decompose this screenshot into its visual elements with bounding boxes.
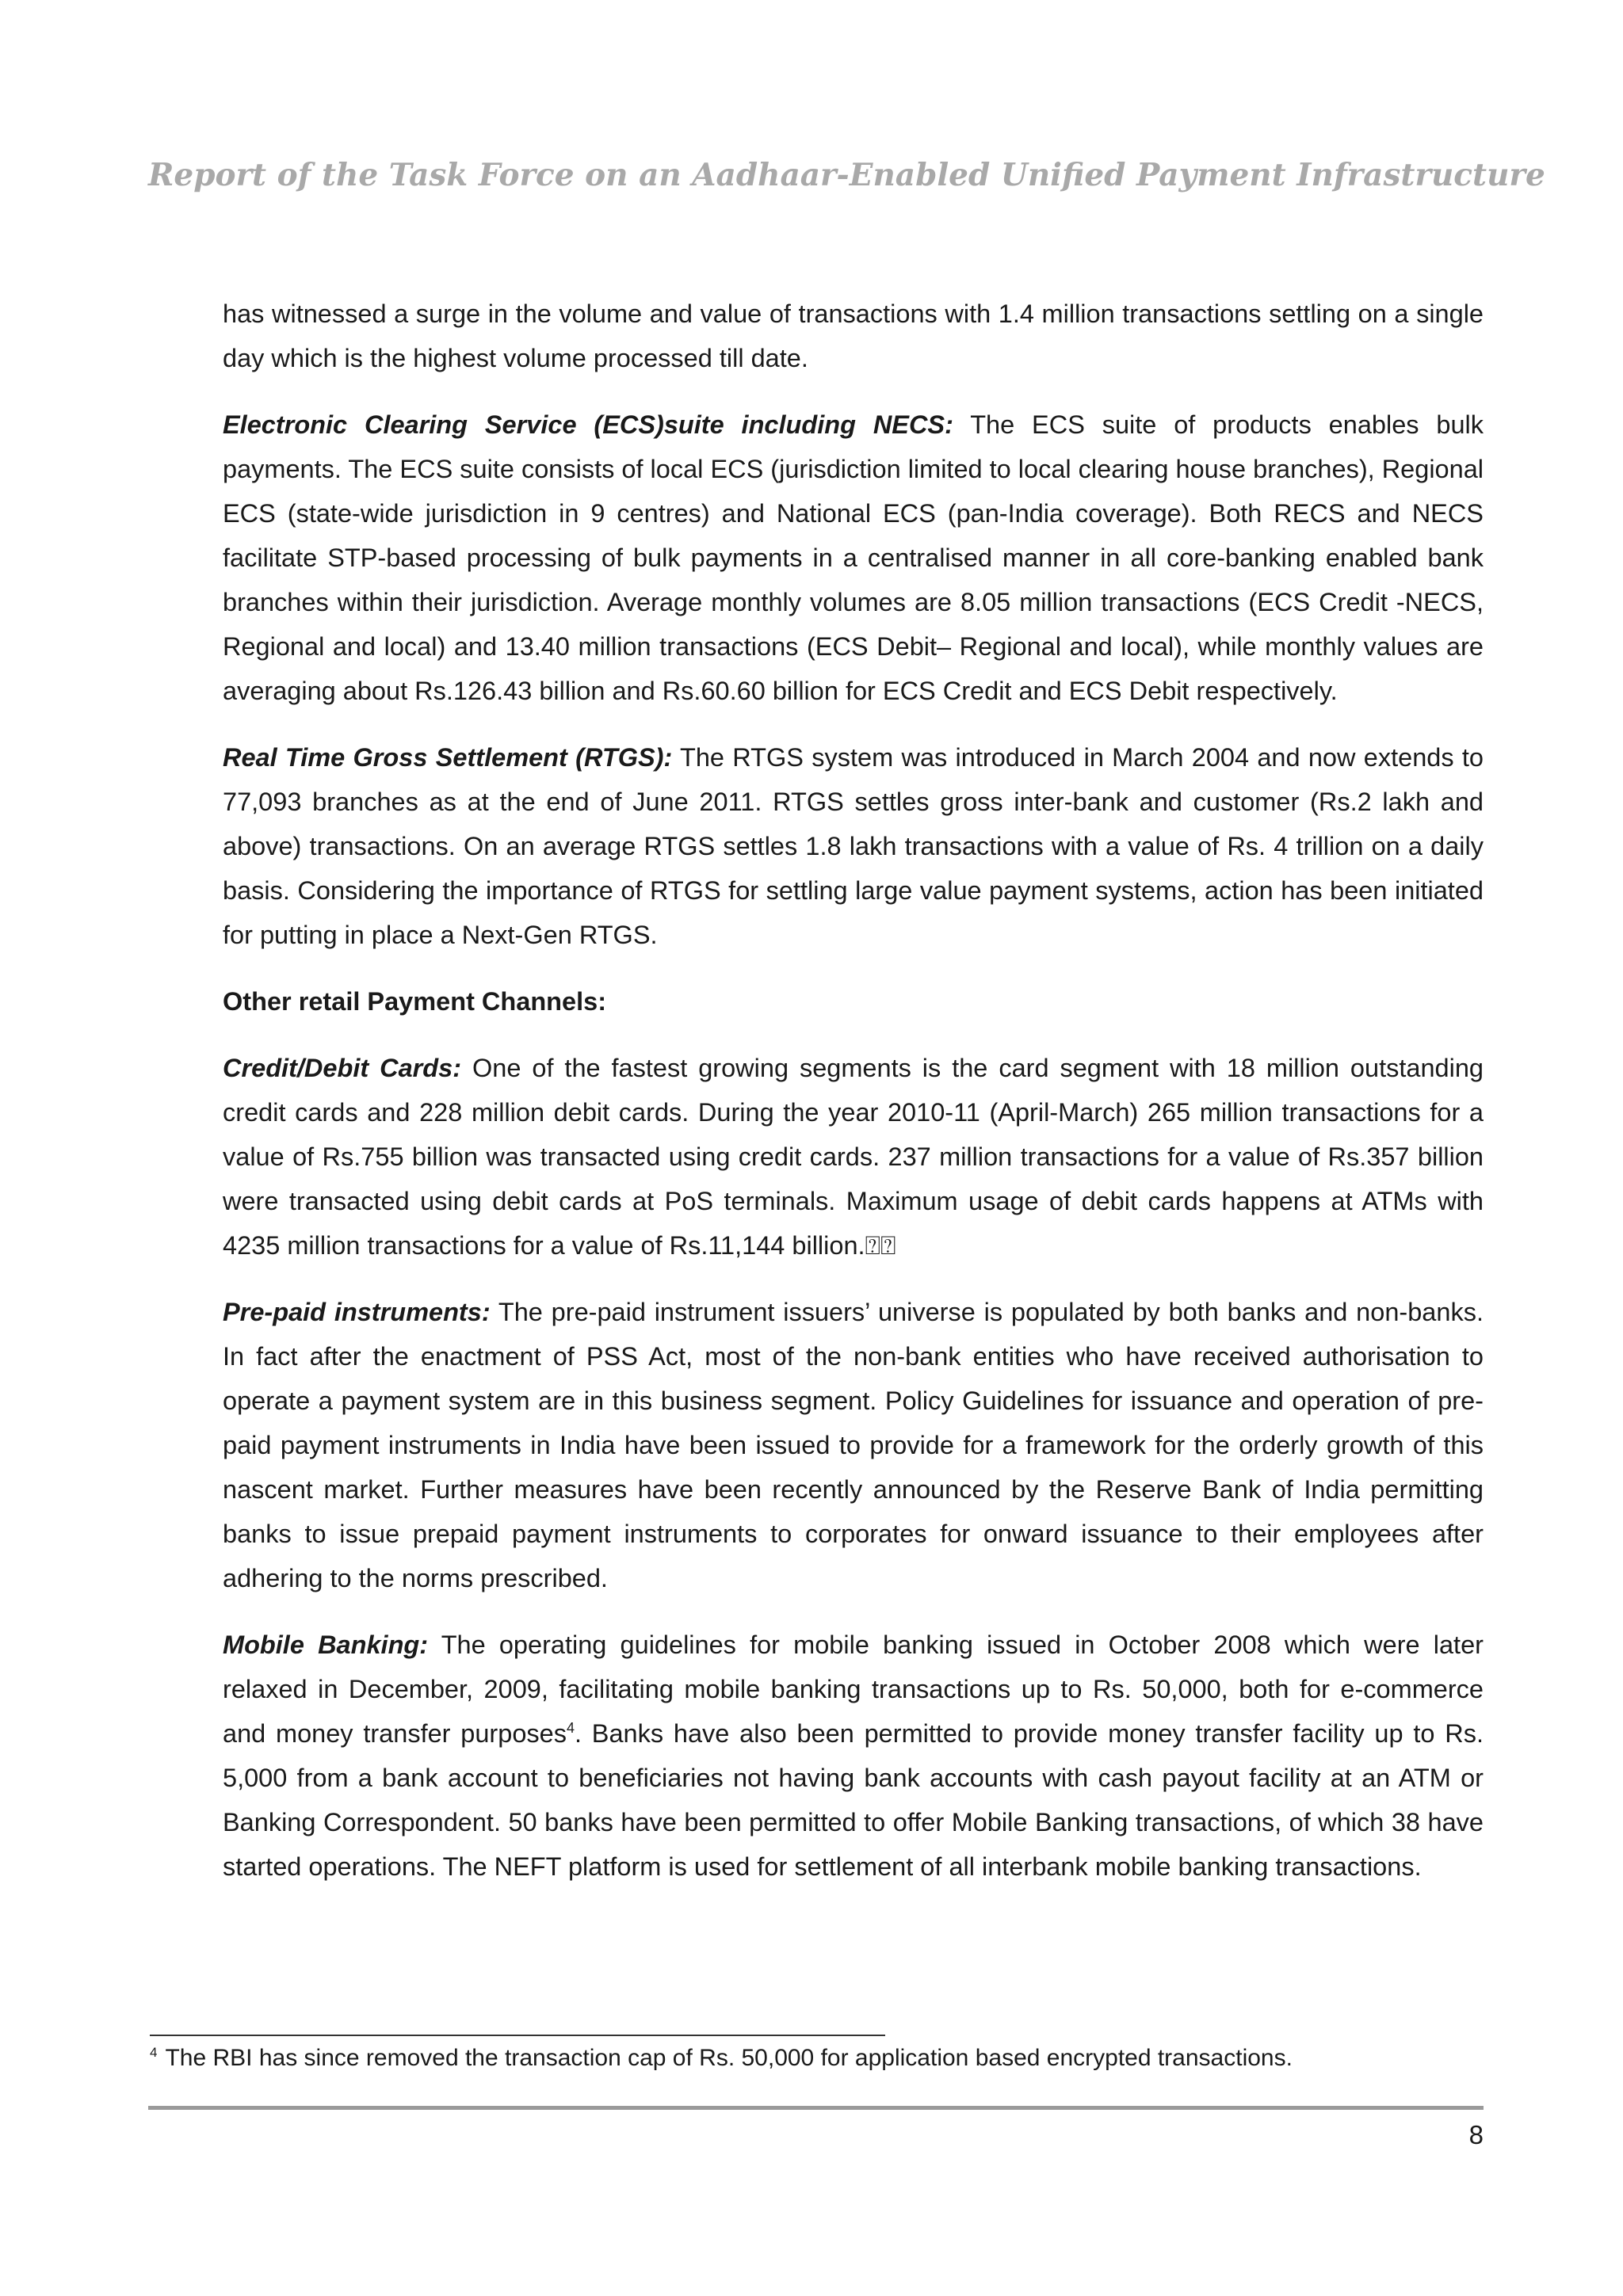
paragraph-cards (223, 1046, 1484, 1268)
footer-divider (148, 2106, 1484, 2110)
paragraph-lead-rtgs: Real Time Gross Settlement (RTGS): (223, 743, 673, 772)
paragraph-text: The RTGS system was introduced in March 2004 and now extends to 77,093 branches as at the end of June 2011. RTGS settles gross inter-bank and customer (Rs.2 lakh and above) transactions. On an average RTGS settles 1.8 lakh transactions with a value of Rs. 4 trillion on a daily basis. Considering the importance of RTGS for settling large value payment systems, action has been initiated for putting in place a Next-Gen RTGS. (223, 743, 1484, 949)
paragraph-text: The pre-paid instrument issuers’ universe is populated by both banks and non-banks. In fact after the enactment of PSS Act, most of the non-bank entities who have received authorisation to operate a payment system are in this business segment. Policy Guidelines for issuance and operation of pre-paid payment instruments in India have been issued to provide for a framework for the orderly growth of this nascent market. Further measures have been recently announced by the Reserve Bank of India permitting banks to issue prepaid payment instruments to corporates for onward issuance to their employees after adhering to the norms prescribed. (223, 1298, 1484, 1592)
page-number: 8 (1468, 2120, 1484, 2149)
paragraph-text: The ECS suite of products enables bulk payments. The ECS suite consists of local ECS (jurisdiction limited to local clearing house branches), Regional ECS (state-wide jurisdiction in 9 centres) and National ECS (pan-India coverage). Both RECS and NECS facilitate STP-based processing of bulk payments in a centralised manner in all core-banking enabled bank branches within their jurisdiction. Average monthly volumes are 8.05 million transactions (ECS Credit -NECS, Regional and local) and 13.40 million transactions (ECS Debit– Regional and local), while monthly values are averaging about Rs.126.43 billion and Rs.60.60 billion for ECS Credit and ECS Debit respectively. (223, 410, 1484, 705)
paragraph-text: has witnessed a surge in the volume and value of transactions with 1.4 million transactions settling on a single day which is the highest volume processed till date. (223, 299, 1484, 372)
paragraph-lead-ecs: Electronic Clearing Service (ECS)suite including NECS: (223, 410, 953, 439)
footnote-divider (150, 2035, 885, 2036)
document-body (223, 292, 1484, 1911)
paragraph-text: The operating guidelines for mobile banking issued in October 2008 which were later relaxed in December, 2009, facilitating mobile banking transactions up to Rs. 50,000, both for e-commerce and money transfer purposes (223, 1630, 1484, 1748)
running-header-title: Report of the Task Force on an Aadhaar-Enabled Unified Payment Infrastructure (148, 157, 1545, 193)
paragraph-rtgs (223, 735, 1484, 957)
section-heading: Other retail Payment Channels: (223, 987, 607, 1016)
paragraph-lead-mobile-banking: Mobile Banking: (223, 1630, 429, 1659)
footnote-number: 4 (150, 2045, 158, 2060)
paragraph-prepaid (223, 1290, 1484, 1600)
paragraph-text: One of the fastest growing segments is the card segment with 18 million outstanding credit cards and 228 million debit cards. During the year 2010-11 (April-March) 265 million transactions for a value of Rs.755 billion was transacted using credit cards. 237 million transactions for a value of Rs.357 billion were transacted using debit cards at PoS terminals. Maximum usage of debit cards happens at ATMs with 4235 million transactions for a value of Rs.11,144 billion.⍰⍰ (223, 1054, 1484, 1260)
footnote (150, 2042, 1497, 2074)
paragraph-lead-cards: Credit/Debit Cards: (223, 1054, 462, 1082)
footnote-reference[interactable]: 4 (566, 1720, 575, 1737)
paragraph-lead-prepaid: Pre-paid instruments: (223, 1298, 491, 1326)
paragraph-text: . Banks have also been permitted to provide money transfer facility up to Rs. 5,000 from a bank account to beneficiaries not having bank accounts with cash payout facility at an ATM or Banking Correspondent. 50 banks have been permitted to offer Mobile Banking transactions, of which 38 have started operations. The NEFT platform is used for settlement of all interbank mobile banking transactions. (223, 1719, 1484, 1881)
paragraph-neft-continuation (223, 292, 1484, 380)
paragraph-ecs (223, 402, 1484, 713)
footnote-text: The RBI has since removed the transaction cap of Rs. 50,000 for application based encrypted transactions. (165, 2045, 1293, 2071)
paragraph-mobile-banking (223, 1623, 1484, 1889)
